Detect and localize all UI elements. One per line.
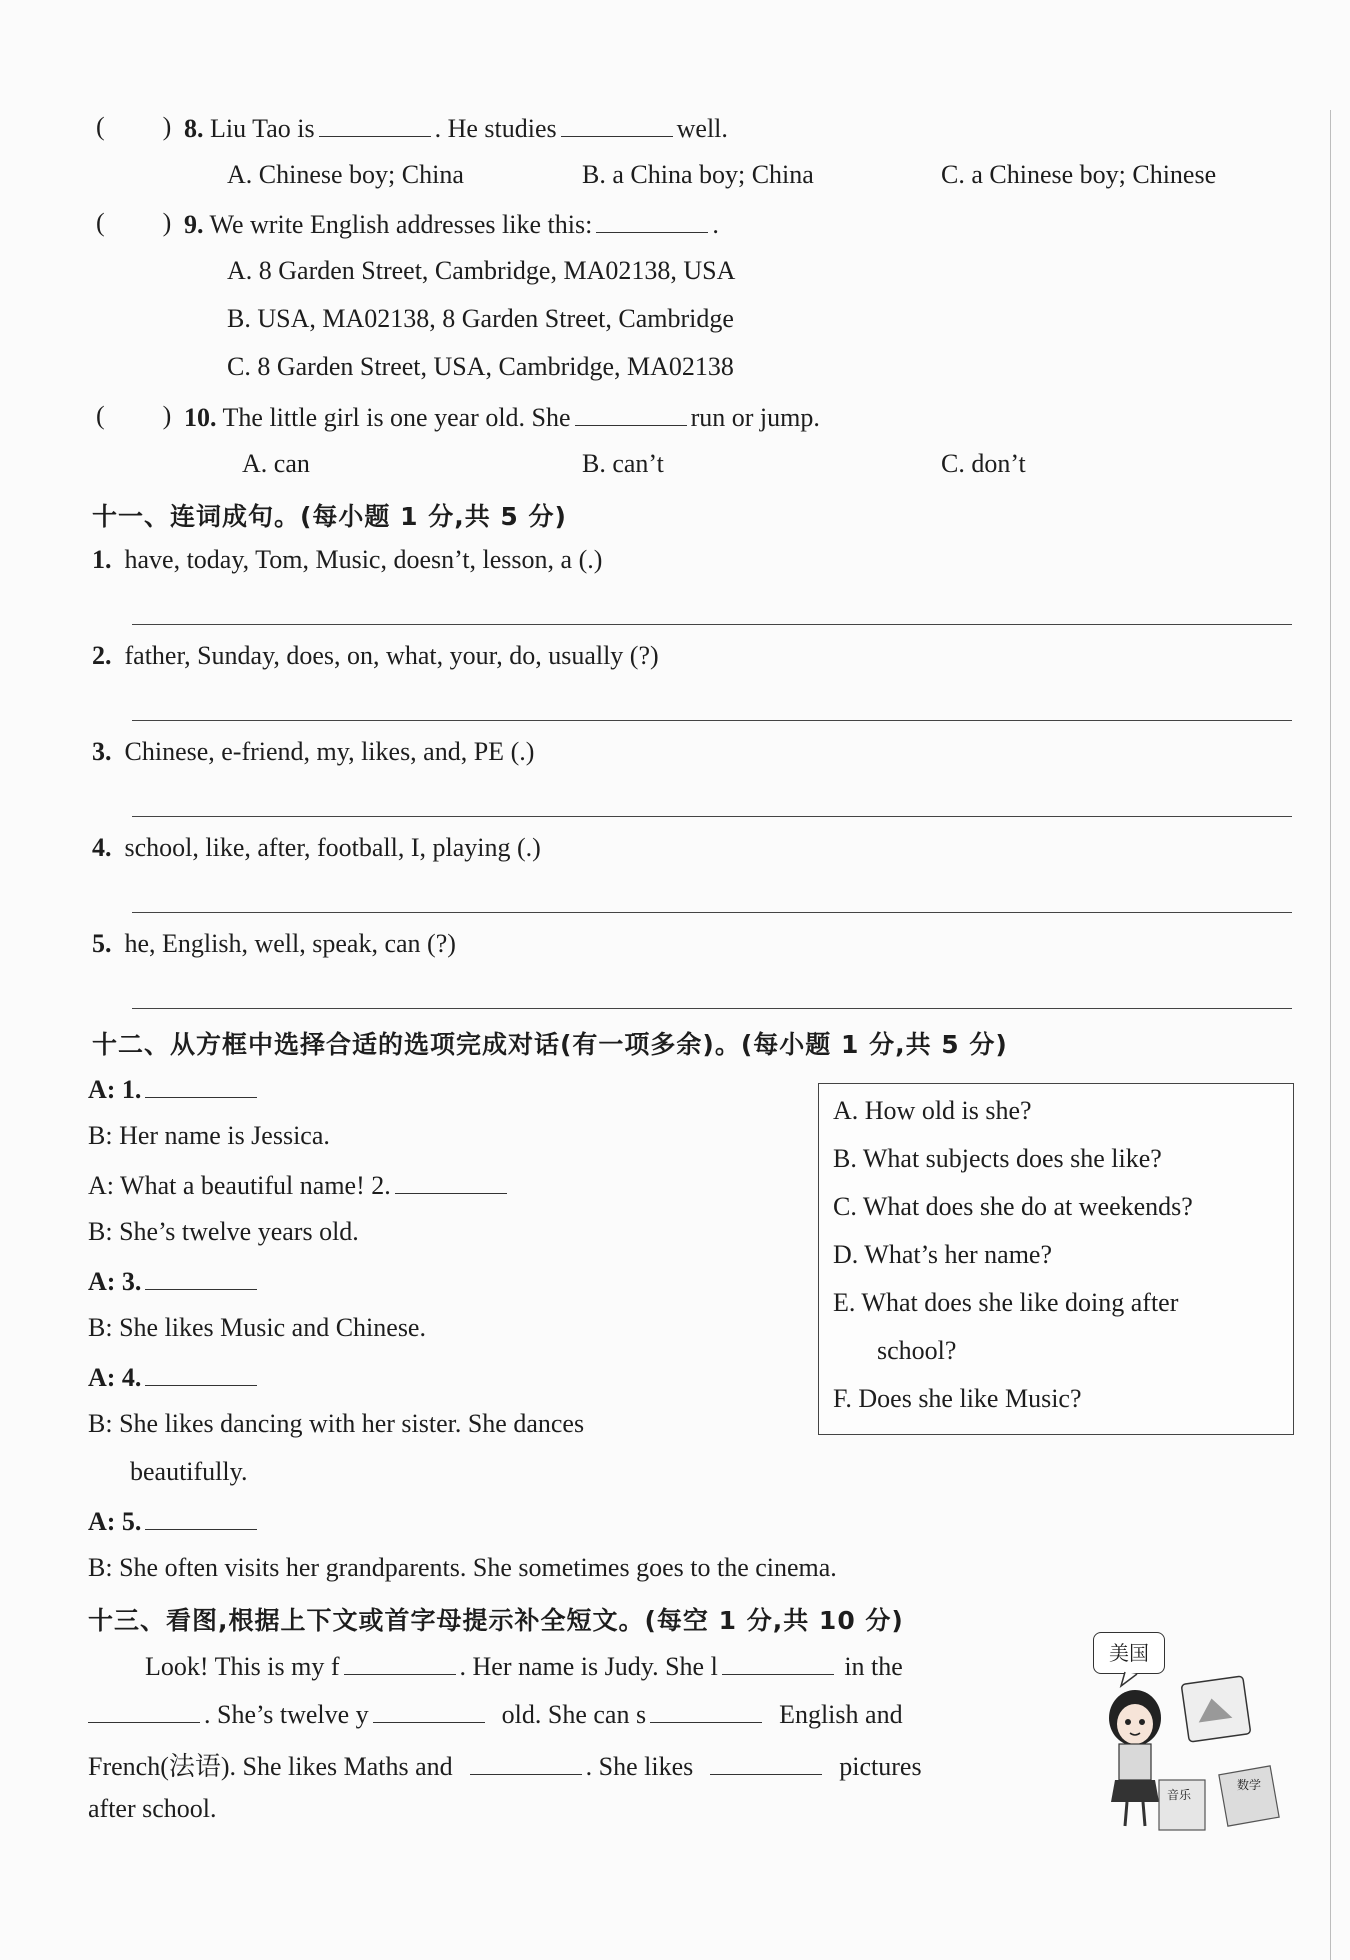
q9-option-c[interactable]: C. 8 Garden Street, USA, Cambridge, MA02138 <box>227 352 734 381</box>
blank[interactable] <box>145 1265 257 1290</box>
answer-line-3[interactable] <box>132 816 1292 817</box>
blank[interactable] <box>561 112 673 137</box>
answer-line-1[interactable] <box>132 624 1292 625</box>
section-12-title: 十二、从方框中选择合适的选项完成对话(有一项多余)。(每小题 1 分,共 5 分) <box>92 1030 1008 1059</box>
dialog-b3: B: She likes Music and Chinese. <box>88 1313 426 1342</box>
dialog-a2: A: What a beautiful name! 2. <box>88 1169 511 1201</box>
blank[interactable] <box>650 1698 762 1723</box>
speech-bubble: 美国 <box>1093 1632 1165 1674</box>
dialog-a5: A: 5. <box>88 1505 261 1537</box>
option-b[interactable]: B. What subjects does she like? <box>833 1144 1162 1173</box>
question-10: 10. The little girl is one year old. She run or jump. <box>184 403 820 432</box>
girl-illustration <box>1085 1630 1300 1835</box>
answer-paren-10[interactable]: ( ) <box>96 401 172 430</box>
blank[interactable] <box>470 1750 582 1775</box>
answer-line-2[interactable] <box>132 720 1292 721</box>
dialog-b4: B: She likes dancing with her sister. She dances <box>88 1409 585 1438</box>
option-d[interactable]: D. What’s her name? <box>833 1240 1052 1269</box>
option-e[interactable]: E. What does she like doing after <box>833 1288 1179 1317</box>
music-book-label: 音乐 <box>1167 1788 1192 1802</box>
q9-option-b[interactable]: B. USA, MA02138, 8 Garden Street, Cambridge <box>227 304 734 333</box>
question-8: 8. Liu Tao is . He studies well. <box>184 114 728 143</box>
q8-option-a[interactable]: A. Chinese boy; China <box>227 160 464 189</box>
passage-line-3: French(法语). She likes Maths and . She likes pictures <box>88 1752 922 1781</box>
q10-option-c[interactable]: C. don’t <box>941 449 1026 478</box>
blank[interactable] <box>575 401 687 426</box>
option-e-cont: school? <box>877 1336 957 1365</box>
passage-line-4: after school. <box>88 1794 217 1823</box>
blank[interactable] <box>319 112 431 137</box>
blank[interactable] <box>88 1698 200 1723</box>
q8-option-b[interactable]: B. a China boy; China <box>582 160 814 189</box>
passage-line-1: Look! This is my f . Her name is Judy. She l in the <box>145 1652 903 1681</box>
maths-book-label: 数学 <box>1237 1778 1262 1792</box>
girl-drawing <box>1085 1630 1300 1835</box>
q10-option-a[interactable]: A. can <box>242 449 310 478</box>
answer-paren-9[interactable]: ( ) <box>96 208 172 237</box>
section-11-title: 十一、连词成句。(每小题 1 分,共 5 分) <box>92 502 567 531</box>
answer-paren-8[interactable]: ( ) <box>96 112 172 141</box>
dialog-a1: A: 1. <box>88 1073 261 1105</box>
question-9: 9. We write English addresses like this: . <box>184 210 719 239</box>
blank[interactable] <box>373 1698 485 1723</box>
dialog-b5: B: She often visits her grandparents. She sometimes goes to the cinema. <box>88 1553 837 1582</box>
blank[interactable] <box>710 1750 822 1775</box>
q9-option-a[interactable]: A. 8 Garden Street, Cambridge, MA02138, USA <box>227 256 736 285</box>
blank[interactable] <box>145 1073 257 1098</box>
option-c[interactable]: C. What does she do at weekends? <box>833 1192 1193 1221</box>
blank[interactable] <box>395 1169 507 1194</box>
blank[interactable] <box>722 1650 834 1675</box>
blank[interactable] <box>145 1505 257 1530</box>
page-edge-line <box>1330 110 1331 1960</box>
s11-item-2: 2. father, Sunday, does, on, what, your, do, usually (?) <box>92 641 659 670</box>
answer-line-5[interactable] <box>132 1008 1292 1009</box>
q10-option-b[interactable]: B. can’t <box>582 449 664 478</box>
answer-line-4[interactable] <box>132 912 1292 913</box>
s11-item-3: 3. Chinese, e-friend, my, likes, and, PE (.) <box>92 737 535 766</box>
option-a[interactable]: A. How old is she? <box>833 1096 1032 1125</box>
dialog-b2: B: She’s twelve years old. <box>88 1217 359 1246</box>
q8-option-c[interactable]: C. a Chinese boy; Chinese <box>941 160 1217 189</box>
s11-item-4: 4. school, like, after, football, I, playing (.) <box>92 833 541 862</box>
blank[interactable] <box>596 208 708 233</box>
dialog-a4: A: 4. <box>88 1361 261 1393</box>
blank[interactable] <box>344 1650 456 1675</box>
options-box <box>818 1083 1294 1435</box>
dialog-b1: B: Her name is Jessica. <box>88 1121 330 1150</box>
blank[interactable] <box>145 1361 257 1386</box>
question-number: 8. <box>184 114 204 143</box>
s11-item-5: 5. he, English, well, speak, can (?) <box>92 929 456 958</box>
dialog-a3: A: 3. <box>88 1265 261 1297</box>
dialog-b4-cont: beautifully. <box>130 1457 248 1486</box>
s11-item-1: 1. have, today, Tom, Music, doesn’t, lesson, a (.) <box>92 545 603 574</box>
option-f[interactable]: F. Does she like Music? <box>833 1384 1082 1413</box>
passage-line-2: . She’s twelve y old. She can s English and <box>88 1698 903 1730</box>
section-13-title: 十三、看图,根据上下文或首字母提示补全短文。(每空 1 分,共 10 分) <box>88 1606 904 1635</box>
